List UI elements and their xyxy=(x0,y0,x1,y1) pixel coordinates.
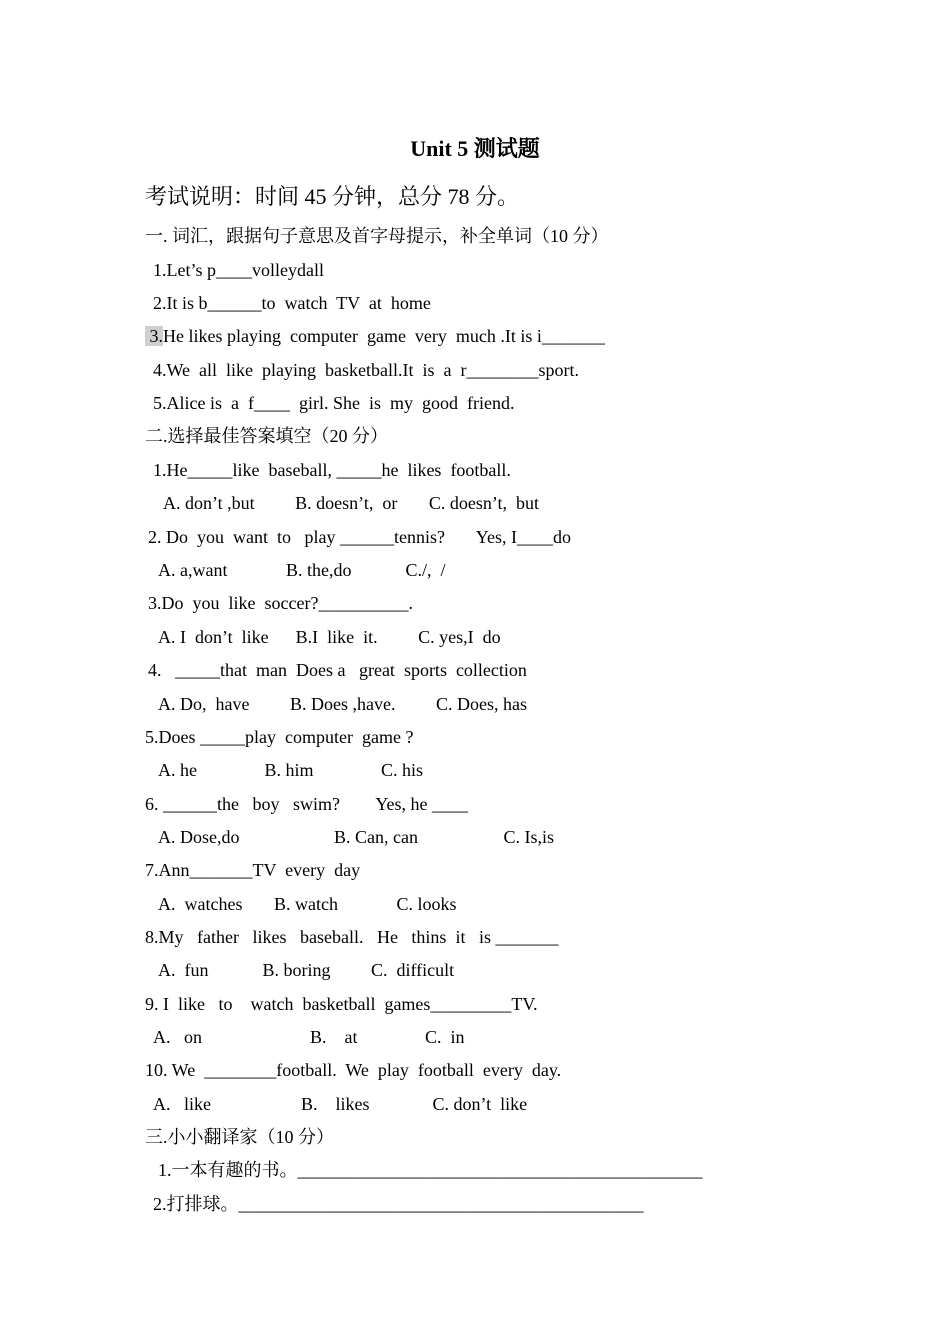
question-line: 1.He_____like baseball, _____he likes football. xyxy=(153,460,511,480)
answer-options: A. watches B. watch C. looks xyxy=(158,894,457,914)
question-line: 8.My father likes baseball. He thins it is _______ xyxy=(145,927,559,947)
answer-options: A. on B. at C. in xyxy=(153,1027,465,1047)
answer-options: A. a,want B. the,do C./, / xyxy=(158,560,446,580)
section-heading-vocabulary: 一. 词汇，跟据句子意思及首字母提示，补全单词（10 分） xyxy=(145,226,609,246)
answer-options: A. I don’t like B.I like it. C. yes,I do xyxy=(158,627,501,647)
question-line xyxy=(145,324,605,348)
question-line: 10. We ________football. We play football every day. xyxy=(145,1060,562,1080)
question-text: He likes playing computer game very much .It is i_______ xyxy=(163,326,605,346)
translation-line: 2.打排球。_____________________________________________ xyxy=(153,1194,644,1214)
answer-options: A. Do, have B. Does ,have. C. Does, has xyxy=(158,694,527,714)
answer-options: A. Dose,do B. Can, can C. Is,is xyxy=(158,827,554,847)
question-line: 4.We all like playing basketball.It is a r________sport. xyxy=(153,360,579,380)
question-line: 4. _____that man Does a great sports collection xyxy=(148,660,527,680)
answer-options: A. he B. him C. his xyxy=(158,760,424,780)
question-line: 5.Alice is a f____ girl. She is my good friend. xyxy=(153,393,515,413)
question-line: 5.Does _____play computer game ? xyxy=(145,727,414,747)
section-heading-translation: 三.小小翻译家（10 分） xyxy=(145,1127,334,1147)
section-heading-multiple-choice: 二.选择最佳答案填空（20 分） xyxy=(145,426,388,446)
question-line: 6. ______the boy swim? Yes, he ____ xyxy=(145,794,468,814)
question-line: 1.Let’s p____volleydall xyxy=(153,260,324,280)
question-line: 9. I like to watch basketball games_________TV. xyxy=(145,994,538,1014)
exam-note: 考试说明：时间 45 分钟，总分 78 分。 xyxy=(145,184,520,209)
answer-options: A. fun B. boring C. difficult xyxy=(158,960,455,980)
question-line: 2. Do you want to play ______tennis? Yes, I____do xyxy=(148,527,571,547)
highlighted-number xyxy=(145,326,163,346)
translation-line: 1.一本有趣的书。_____________________________________________ xyxy=(158,1160,703,1180)
answer-options: A. like B. likes C. don’t like xyxy=(153,1094,528,1114)
question-line: 7.Ann_______TV every day xyxy=(145,860,361,880)
page-title: Unit 5 测试题 xyxy=(410,136,540,161)
question-line: 2.It is b______to watch TV at home xyxy=(153,293,431,313)
answer-options: A. don’t ,but B. doesn’t, or C. doesn’t, but xyxy=(163,493,540,513)
question-line: 3.Do you like soccer?__________. xyxy=(148,593,413,613)
question-number: 3. xyxy=(149,326,163,346)
